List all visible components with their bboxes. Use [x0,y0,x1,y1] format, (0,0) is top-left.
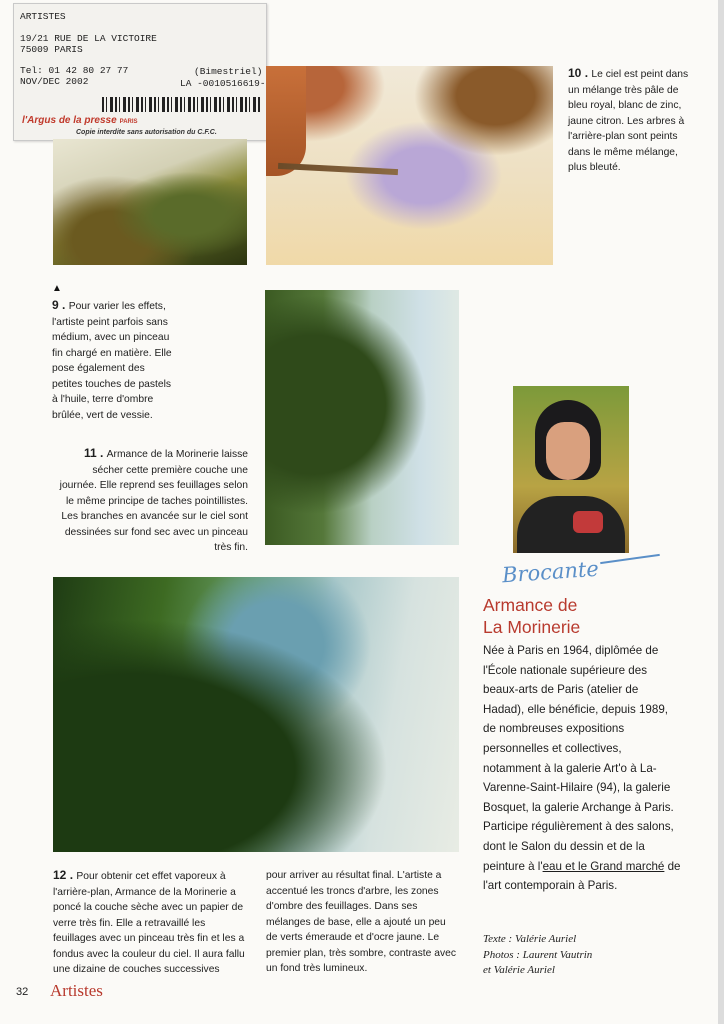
clip-line: (Bimestriel) [194,66,263,77]
caption-text: Pour obtenir cet effet vaporeux à l'arrière-plan, Armance de la Morinerie a poncé la couche sèche avec un papier de verre très fin. Elle a retravaillé les feuillages avec un pinceau très fin et les a fondus avec la couleur du ciel. Il aura fallu une dizaine de couches successives [53,871,245,975]
portrait-face [546,422,590,480]
credits [483,932,592,979]
caption-12-col2 [266,868,456,977]
brush-image [278,163,398,175]
handwritten-note: Brocante [501,556,600,588]
triangle-marker: ▲ [52,283,62,294]
hand-image [266,66,306,176]
photo-step-12 [53,577,459,852]
clip-line: LA -0010516619- [180,78,266,89]
caption-text: Le ciel est peint dans un mélange très pâle de bleu royal, blanc de zinc, jaune citron. Les arbres à l'arrière-plan sont peints dans le même mélange, plus bleuté. [568,69,689,173]
artist-portrait [513,386,629,553]
artist-name-heading [483,594,580,638]
credit-line: Texte : Valérie Auriel [483,933,577,945]
photo-step-10 [266,66,553,265]
caption-number: 12 [53,868,67,882]
bio-text: de l'art contemporain à Paris. [483,859,681,893]
clip-line: Tel: 01 42 80 27 77 [20,65,129,76]
bio-underlined-text: eau et le Grand marché [542,859,665,873]
caption-number: 10 [568,66,582,80]
page-edge [718,0,724,1024]
clip-line: ARTISTES [20,11,66,22]
artist-bio [483,641,681,896]
barcode [102,97,260,112]
page-number: 32 [16,986,29,998]
argus-logo: l'Argus de la presse PARIS [22,115,138,126]
bio-text: Née à Paris en 1964, diplômée de l'École nationale supérieure des beaux-arts de Paris (atelier de Hadad), elle bénéficie, depuis 1989, de nombreuses expositions personnelles et collectives, notamment à la galerie Art'o à La-Varenne-Saint-Hilaire (94), la galerie Bosquet, la galerie Archange à Paris. Participe régulièrement à des salons, dont le Salon du dessin et de la peinture à l' [483,644,674,873]
caption-9: 9 . Pour varier les effets, l'artiste peint parfois sans médium, avec un pinceau fin chargé en matière. Elle pose également des petites touches de pastels à l'huile, terre d'ombre brûlée, vert de vessie. [52,298,172,421]
photo-step-11 [265,290,459,545]
caption-11: 11 . Armance de la Morinerie laisse sécher cette première couche une journée. Elle reprend ses feuillages selon le même principe de taches pointillistes. Les branches en avancée sur le ciel sont dessinées sur fond sec avec un pinceau très fin. [59,446,248,553]
credit-line: et Valérie Auriel [483,964,555,976]
caption-text: pour arriver au résultat final. L'artiste a accentué les troncs d'arbre, les zones d'ombre des feuillages. Dans ses mélanges de base, elle a ajouté un peu de verts émeraude et d'ocre jaune. Le premier plan, très sombre, contraste avec un fond très lumineux. [266,870,456,974]
caption-number: 11 [83,446,97,460]
clip-line: 19/21 RUE DE LA VICTOIRE [20,33,157,44]
clip-line: 75009 PARIS [20,44,83,55]
caption-text: Pour varier les effets, l'artiste peint parfois sans médium, avec un pinceau fin chargé en matière. Elle pose également des petites touches de pastels à l'huile, terre d'ombre brûlée, vert de vessie. [52,301,172,421]
heading-line: Armance de [483,595,578,615]
magazine-logo: Artistes [50,981,103,1000]
caption-text: Armance de la Morinerie laisse sécher cette première couche une journée. Elle reprend ses feuillages selon le même principe de taches pointillistes. Les branches en avancée sur le ciel sont dessinées sur fond sec avec un pinceau très fin. [59,449,248,553]
clip-line: NOV/DEC 2002 [20,76,89,87]
press-clipping-label [13,3,267,141]
caption-12-col1: 12 . Pour obtenir cet effet vaporeux à l'arrière-plan, Armance de la Morinerie a poncé la couche sèche avec un papier de verre très fin. Elle a retravaillé les feuillages avec un pinceau très fin et les a fondus avec la couleur du ciel. Il aura fallu une dizaine de couches successives [53,868,245,975]
caption-10: 10 . Le ciel est peint dans un mélange très pâle de bleu royal, blanc de zinc, jaune citron. Les arbres à l'arrière-plan sont peints dans le même mélange, plus bleuté. [568,66,689,173]
caption-number: 9 [52,298,59,312]
heading-line: La Morinerie [483,617,581,637]
portrait-body [517,496,625,553]
copyright-notice: Copie interdite sans autorisation du C.F.C. [76,129,217,136]
photo-step-9 [53,139,247,265]
portrait-shirt-print [573,511,603,533]
credit-line: Photos : Laurent Vautrin [483,948,593,961]
